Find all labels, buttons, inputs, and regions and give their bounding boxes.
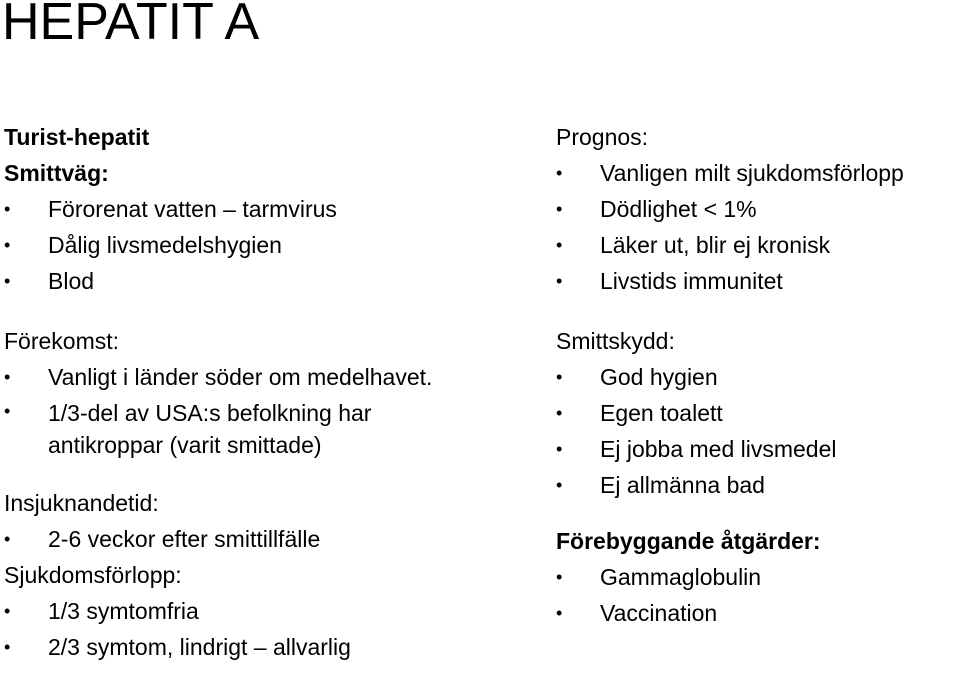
list-item-text: Livstids immunitet	[600, 268, 783, 294]
bullet-icon: •	[4, 401, 11, 421]
heading-smittskydd: Smittskydd:	[556, 328, 675, 354]
bullet-icon: •	[4, 199, 11, 219]
list-item	[556, 595, 956, 631]
insjuknandetid-list	[4, 521, 524, 557]
bullet-icon: •	[4, 529, 11, 549]
forekomst-list	[4, 359, 524, 463]
bullet-icon: •	[4, 367, 11, 387]
heading-prognos: Prognos:	[556, 124, 649, 150]
list-item	[4, 629, 524, 665]
list-item-text: Vanligt i länder söder om medelhavet.	[48, 364, 433, 390]
list-item-text: Ej jobba med livsmedel	[600, 436, 837, 462]
list-item	[4, 227, 524, 263]
list-item	[4, 593, 524, 629]
bullet-icon: •	[4, 637, 11, 657]
bullet-icon: •	[4, 235, 11, 255]
list-item	[556, 559, 956, 595]
heading-forebyggande-atgarder: Förebyggande åtgärder:	[556, 528, 821, 554]
heading-insjuknandetid: Insjuknandetid:	[4, 490, 159, 516]
bullet-icon: •	[556, 439, 563, 459]
list-item	[4, 521, 524, 557]
list-item-text: Egen toalett	[600, 400, 723, 426]
list-item-text: Dödlighet < 1%	[600, 196, 757, 222]
list-item	[4, 395, 438, 463]
bullet-icon: •	[556, 367, 563, 387]
list-item-text: Blod	[48, 268, 95, 294]
heading-smittvag: Smittväg:	[4, 160, 109, 186]
forebyggande-list	[556, 559, 956, 631]
smittskydd-list	[556, 359, 956, 503]
list-item	[556, 155, 956, 191]
list-item-text: 1/3-del av USA:s befolkning har antikroppar (varit smittade)	[48, 400, 372, 458]
page-title: HEPATIT A	[2, 0, 260, 51]
bullet-icon: •	[556, 199, 563, 219]
bullet-icon: •	[556, 475, 563, 495]
prognos-list	[556, 155, 956, 299]
list-item-text: Vanligen milt sjukdomsförlopp	[600, 160, 904, 186]
list-item	[4, 191, 524, 227]
list-item	[556, 359, 956, 395]
list-item-text: Förorenat vatten – tarmvirus	[48, 196, 337, 222]
smittvag-list	[4, 191, 524, 299]
bullet-icon: •	[556, 271, 563, 291]
list-item-text: Gammaglobulin	[600, 564, 762, 590]
list-item	[4, 263, 524, 299]
list-item-text: 2-6 veckor efter smittillfälle	[48, 526, 321, 552]
list-item	[4, 359, 524, 395]
bullet-icon: •	[4, 601, 11, 621]
bullet-icon: •	[556, 603, 563, 623]
list-item-text: Ej allmänna bad	[600, 472, 765, 498]
bullet-icon: •	[556, 567, 563, 587]
heading-sjukdomsforlopp: Sjukdomsförlopp:	[4, 562, 182, 588]
list-item-text: Dålig livsmedelshygien	[48, 232, 282, 258]
right-column	[556, 119, 956, 631]
list-item-text: 2/3 symtom, lindrigt – allvarlig	[48, 634, 351, 660]
list-item-text: 1/3 symtomfria	[48, 598, 199, 624]
list-item	[556, 191, 956, 227]
list-item	[556, 431, 956, 467]
sjukdomsforlopp-list	[4, 593, 524, 665]
list-item	[556, 263, 956, 299]
heading-turist-hepatit: Turist-hepatit	[4, 124, 150, 150]
list-item	[556, 395, 956, 431]
heading-forekomst: Förekomst:	[4, 328, 120, 354]
list-item-text: God hygien	[600, 364, 718, 390]
list-item	[556, 467, 956, 503]
bullet-icon: •	[556, 403, 563, 423]
bullet-icon: •	[556, 163, 563, 183]
bullet-icon: •	[556, 235, 563, 255]
list-item-text: Vaccination	[600, 600, 718, 626]
list-item-text: Läker ut, blir ej kronisk	[600, 232, 831, 258]
list-item	[556, 227, 956, 263]
left-column	[4, 119, 524, 665]
bullet-icon: •	[4, 271, 11, 291]
